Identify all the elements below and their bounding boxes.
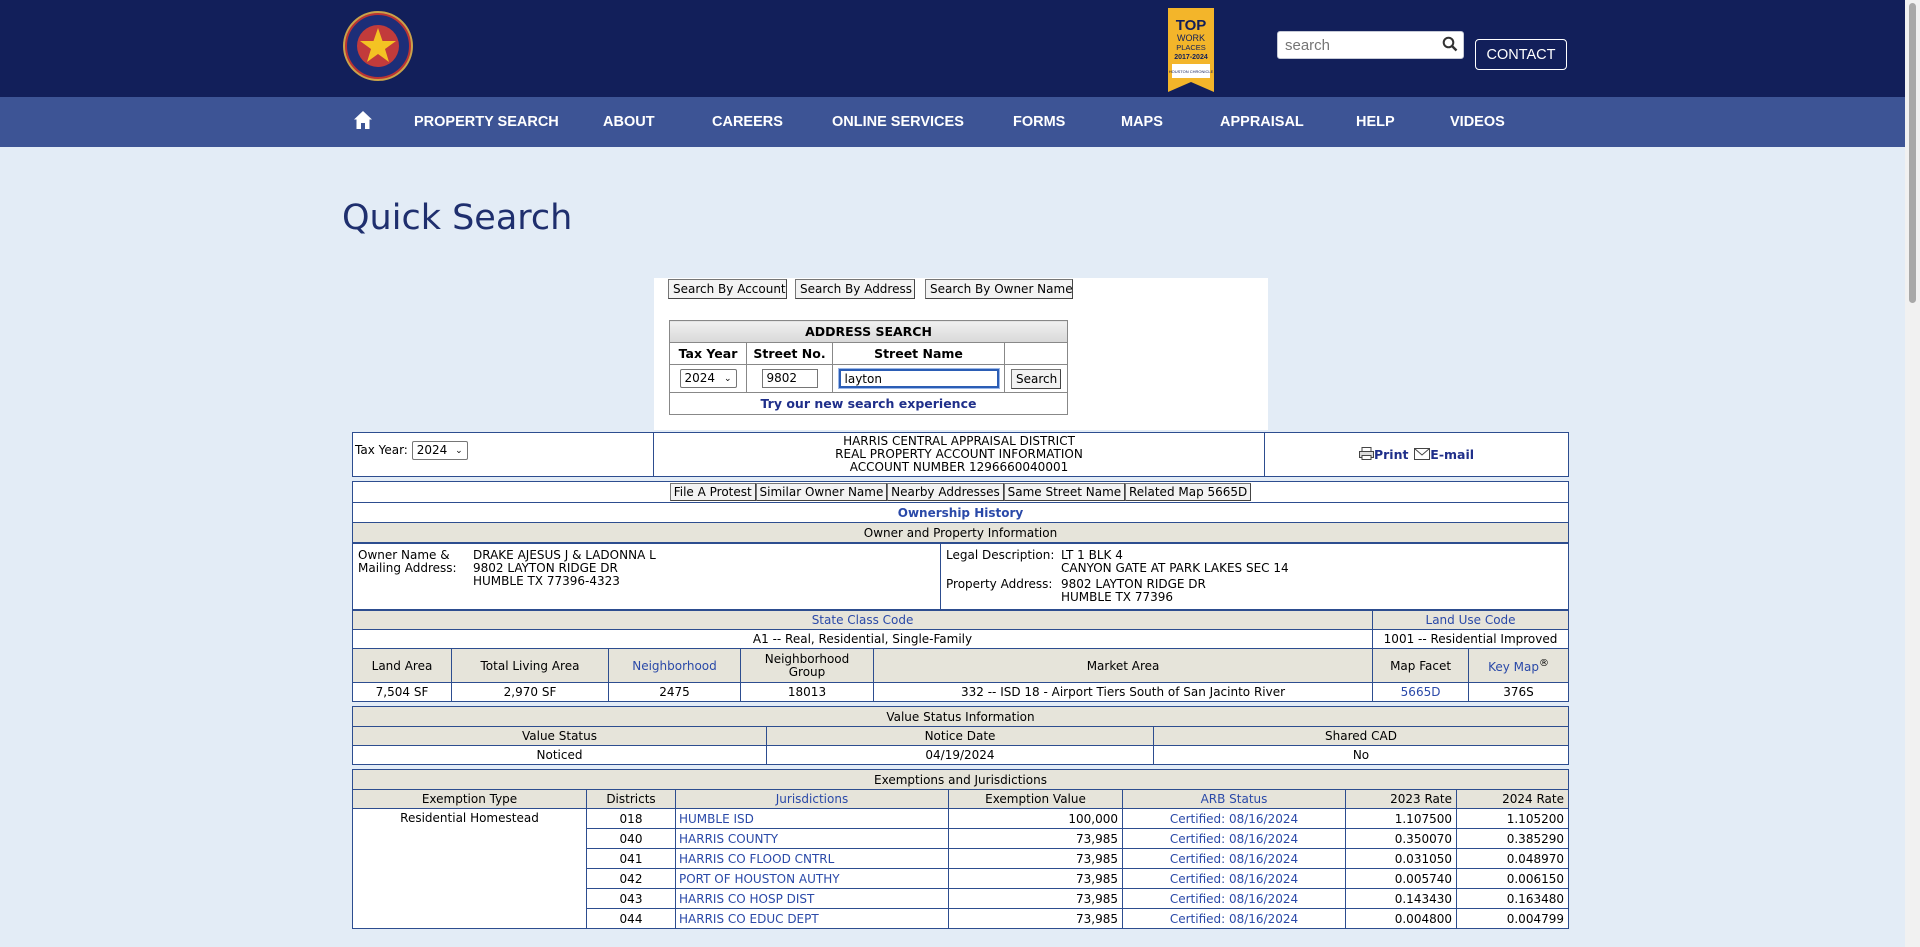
jurisdiction-link[interactable]: HARRIS CO HOSP DIST xyxy=(676,889,949,909)
exemptions-table xyxy=(352,769,1569,929)
total-living-header: Total Living Area xyxy=(452,649,609,683)
rate-2024: 0.004799 xyxy=(1457,909,1569,929)
value-status-header: Value Status xyxy=(353,727,767,746)
nav-about[interactable]: ABOUT xyxy=(603,114,655,130)
search-by-owner-button[interactable]: Search By Owner Name xyxy=(925,279,1073,299)
account-number: ACCOUNT NUMBER 1296660040001 xyxy=(849,460,1069,474)
owner-name: DRAKE AJESUS J & LADONNA L xyxy=(473,548,656,562)
district-code: 041 xyxy=(587,849,676,869)
rate-2024: 0.163480 xyxy=(1457,889,1569,909)
same-street-button[interactable]: Same Street Name xyxy=(1004,483,1126,501)
exemption-value: 73,985 xyxy=(949,889,1123,909)
exemption-value-header: Exemption Value xyxy=(949,790,1123,809)
notice-date-header: Notice Date xyxy=(767,727,1154,746)
key-map-link[interactable]: Key Map xyxy=(1488,659,1539,674)
rate-2024-header: 2024 Rate xyxy=(1457,790,1569,809)
jurisdiction-link[interactable]: HARRIS CO FLOOD CNTRL xyxy=(676,849,949,869)
chevron-down-icon: ⌄ xyxy=(455,446,463,456)
similar-owner-button[interactable]: Similar Owner Name xyxy=(756,483,888,501)
market-area-header: Market Area xyxy=(874,649,1373,683)
jurisdiction-link[interactable]: HARRIS CO EDUC DEPT xyxy=(676,909,949,929)
exemption-value: 100,000 xyxy=(949,809,1123,829)
legal-description-label: Legal Description: xyxy=(946,548,1055,562)
rate-2023: 0.143430 xyxy=(1346,889,1457,909)
neighborhood-group-header: Neighborhood Group xyxy=(741,649,874,683)
address-search-caption: ADDRESS SEARCH xyxy=(670,321,1068,343)
action-buttons-row xyxy=(352,481,1569,543)
land-area-value: 7,504 SF xyxy=(353,683,452,702)
owner-section-header: Owner and Property Information xyxy=(353,523,1569,543)
rate-2023-header: 2023 Rate xyxy=(1346,790,1457,809)
new-search-experience-link[interactable]: Try our new search experience xyxy=(760,396,977,411)
account-result xyxy=(352,432,1569,929)
exemption-value: 73,985 xyxy=(949,909,1123,929)
district-code: 043 xyxy=(587,889,676,909)
account-info-title: REAL PROPERTY ACCOUNT INFORMATION xyxy=(835,447,1083,461)
tax-year-header: Tax Year xyxy=(670,343,747,365)
nav-maps[interactable]: MAPS xyxy=(1121,114,1163,130)
page-title: Quick Search xyxy=(342,198,573,238)
nav-help[interactable]: HELP xyxy=(1356,114,1395,130)
map-facet-link[interactable]: 5665D xyxy=(1373,683,1469,702)
state-class-code-link[interactable]: State Class Code xyxy=(353,611,1373,630)
property-details-table xyxy=(352,610,1569,702)
key-map-value: 376S xyxy=(1469,683,1569,702)
street-name-input[interactable]: layton xyxy=(839,369,999,388)
registered-mark: ® xyxy=(1538,657,1549,669)
district-code: 040 xyxy=(587,829,676,849)
street-no-input[interactable]: 9802 xyxy=(762,369,818,388)
table-row xyxy=(353,809,1569,829)
arb-status-link[interactable]: Certified: 08/16/2024 xyxy=(1123,809,1346,829)
rate-2024: 0.385290 xyxy=(1457,829,1569,849)
home-icon[interactable] xyxy=(353,110,373,130)
districts-header: Districts xyxy=(587,790,676,809)
legal-line-1: LT 1 BLK 4 xyxy=(1061,548,1123,562)
ownership-history-link[interactable]: Ownership History xyxy=(897,505,1024,520)
page-scrollbar[interactable] xyxy=(1905,0,1920,947)
search-by-account-button[interactable]: Search By Account xyxy=(668,279,787,299)
district-name: HARRIS CENTRAL APPRAISAL DISTRICT xyxy=(843,434,1075,448)
main-nav xyxy=(0,97,1920,147)
exemption-value: 73,985 xyxy=(949,829,1123,849)
site-header xyxy=(0,0,1920,97)
result-tax-year-label: Tax Year: xyxy=(355,443,408,457)
site-search-input[interactable] xyxy=(1278,32,1428,58)
total-living-value: 2,970 SF xyxy=(452,683,609,702)
address-search-table xyxy=(669,320,1068,415)
top-workplaces-badge xyxy=(1168,8,1214,92)
value-status-table xyxy=(352,706,1569,765)
file-protest-button[interactable]: File A Protest xyxy=(670,483,756,501)
owner-label: Owner Name & xyxy=(358,548,450,562)
mailing-city: HUMBLE TX 77396-4323 xyxy=(473,574,620,588)
rate-2024: 0.048970 xyxy=(1457,849,1569,869)
rate-2023: 1.107500 xyxy=(1346,809,1457,829)
neighborhood-value: 2475 xyxy=(609,683,741,702)
arb-status-link[interactable]: Certified: 08/16/2024 xyxy=(1123,869,1346,889)
email-link[interactable]: E-mail xyxy=(1430,447,1475,462)
nav-videos[interactable]: VIDEOS xyxy=(1450,114,1505,130)
rate-2023: 0.350070 xyxy=(1346,829,1457,849)
nav-careers[interactable]: CAREERS xyxy=(712,114,783,130)
hcad-logo[interactable] xyxy=(342,10,414,82)
jurisdiction-link[interactable]: HARRIS COUNTY xyxy=(676,829,949,849)
property-street: 9802 LAYTON RIDGE DR xyxy=(1061,577,1206,591)
shared-cad-header: Shared CAD xyxy=(1154,727,1569,746)
svg-text:2017-2024: 2017-2024 xyxy=(1174,54,1208,61)
rate-2023: 0.005740 xyxy=(1346,869,1457,889)
exemption-type-header: Exemption Type xyxy=(353,790,587,809)
owner-property-table xyxy=(352,543,1569,610)
address-search-button[interactable]: Search xyxy=(1011,369,1061,389)
rate-2023: 0.004800 xyxy=(1346,909,1457,929)
land-use-code-link[interactable]: Land Use Code xyxy=(1373,611,1569,630)
nav-appraisal[interactable]: APPRAISAL xyxy=(1220,114,1304,130)
notice-date-value: 04/19/2024 xyxy=(767,746,1154,765)
property-city: HUMBLE TX 77396 xyxy=(1061,590,1174,604)
shared-cad-value: No xyxy=(1154,746,1569,765)
property-address-label: Property Address: xyxy=(946,577,1053,591)
district-code: 042 xyxy=(587,869,676,889)
neighborhood-link[interactable]: Neighborhood xyxy=(609,649,741,683)
arb-status-link[interactable]: Certified: 08/16/2024 xyxy=(1123,829,1346,849)
land-area-header: Land Area xyxy=(353,649,452,683)
contact-button[interactable]: CONTACT xyxy=(1475,39,1567,70)
mailing-street: 9802 LAYTON RIDGE DR xyxy=(473,561,618,575)
chevron-down-icon: ⌄ xyxy=(723,374,732,384)
scrollbar-thumb[interactable] xyxy=(1909,3,1916,303)
svg-text:WORK: WORK xyxy=(1177,33,1205,43)
arb-status-link[interactable]: ARB Status xyxy=(1123,790,1346,809)
exemption-value: 73,985 xyxy=(949,849,1123,869)
rate-2024: 0.006150 xyxy=(1457,869,1569,889)
mailing-label: Mailing Address: xyxy=(358,561,457,575)
state-class-value: A1 -- Real, Residential, Single-Family xyxy=(353,630,1373,649)
nearby-addresses-button[interactable]: Nearby Addresses xyxy=(887,483,1004,501)
land-use-value: 1001 -- Residential Improved xyxy=(1373,630,1569,649)
search-icon[interactable] xyxy=(1442,36,1458,52)
district-code: 044 xyxy=(587,909,676,929)
value-status-section-header: Value Status Information xyxy=(353,707,1569,727)
value-status-value: Noticed xyxy=(353,746,767,765)
account-header-table xyxy=(352,432,1569,477)
site-search-box xyxy=(1277,31,1464,59)
exemption-type-value: Residential Homestead xyxy=(353,809,587,929)
email-icon[interactable] xyxy=(1414,448,1430,460)
jurisdiction-link[interactable]: PORT OF HOUSTON AUTHY xyxy=(676,869,949,889)
arb-status-link[interactable]: Certified: 08/16/2024 xyxy=(1123,889,1346,909)
market-area-value: 332 -- ISD 18 - Airport Tiers South of San Jacinto River xyxy=(874,683,1373,702)
jurisdiction-link[interactable]: HUMBLE ISD xyxy=(676,809,949,829)
neighborhood-group-value: 18013 xyxy=(741,683,874,702)
svg-text:TOP: TOP xyxy=(1175,17,1207,34)
district-code: 018 xyxy=(587,809,676,829)
exemption-value: 73,985 xyxy=(949,869,1123,889)
nav-online-services[interactable]: ONLINE SERVICES xyxy=(832,114,964,130)
search-by-address-button[interactable]: Search By Address xyxy=(795,279,915,299)
related-map-button[interactable]: Related Map 5665D xyxy=(1125,483,1251,501)
map-facet-header: Map Facet xyxy=(1373,649,1469,683)
result-tax-year-select[interactable]: 2024 ⌄ xyxy=(412,441,468,460)
street-name-header: Street Name xyxy=(833,343,1005,365)
exemptions-section-header: Exemptions and Jurisdictions xyxy=(353,770,1569,790)
print-link[interactable]: Print xyxy=(1373,447,1409,462)
arb-status-link[interactable]: Certified: 08/16/2024 xyxy=(1123,909,1346,929)
rate-2023: 0.031050 xyxy=(1346,849,1457,869)
svg-text:PLACES: PLACES xyxy=(1176,43,1206,52)
tax-year-select[interactable]: 2024 ⌄ xyxy=(680,369,737,388)
svg-text:HOUSTON CHRONICLE: HOUSTON CHRONICLE xyxy=(1168,69,1214,74)
street-no-header: Street No. xyxy=(747,343,833,365)
rate-2024: 1.105200 xyxy=(1457,809,1569,829)
nav-property-search[interactable]: PROPERTY SEARCH xyxy=(414,114,559,130)
arb-status-link[interactable]: Certified: 08/16/2024 xyxy=(1123,849,1346,869)
jurisdictions-link[interactable]: Jurisdictions xyxy=(676,790,949,809)
legal-line-2: CANYON GATE AT PARK LAKES SEC 14 xyxy=(1061,561,1289,575)
print-icon[interactable] xyxy=(1359,447,1374,460)
nav-forms[interactable]: FORMS xyxy=(1013,114,1066,130)
